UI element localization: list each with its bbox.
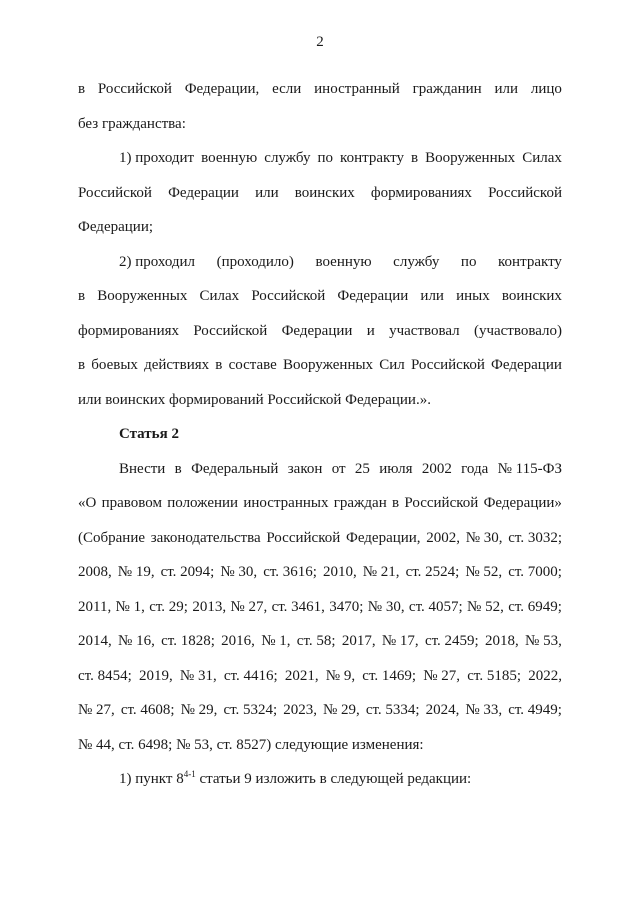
word: 2002 xyxy=(421,460,452,477)
word: боевых xyxy=(91,357,138,373)
word: ст. 2524; xyxy=(405,564,460,580)
word: № 9, xyxy=(325,667,356,684)
word: службу xyxy=(264,150,311,166)
text-line xyxy=(78,762,562,797)
word: № 53, xyxy=(525,633,562,649)
word: Российской xyxy=(410,357,485,373)
word: Вооруженных xyxy=(97,288,188,304)
text-line xyxy=(78,659,562,694)
text-fragment: 1) пункт 8 xyxy=(119,771,184,787)
word: ст. 3616; xyxy=(263,564,317,580)
text-line xyxy=(78,693,562,728)
word: воинских xyxy=(501,288,562,304)
text-line xyxy=(78,72,562,107)
word: ст. 58; xyxy=(296,633,336,649)
word: гражданин xyxy=(412,81,482,97)
text-line xyxy=(78,624,562,659)
word: военную xyxy=(315,253,372,270)
text-line: без гражданства: xyxy=(78,115,186,132)
paragraph-continuation xyxy=(78,72,562,141)
word: иных xyxy=(456,288,490,304)
word: № 115-ФЗ xyxy=(497,460,562,477)
word: 2014, xyxy=(78,633,112,649)
word: от xyxy=(331,460,346,477)
word: Российской xyxy=(404,495,479,511)
word: 2021, xyxy=(284,667,319,684)
word: лицо xyxy=(530,81,562,97)
word: ст. 5334; xyxy=(365,702,420,718)
text-line: или воинских формирований Российской Федерации.». xyxy=(78,391,431,408)
word: формированиях xyxy=(78,322,180,339)
text-line xyxy=(78,486,562,521)
word: 2023, xyxy=(283,702,317,718)
text-line xyxy=(78,521,562,556)
word: года xyxy=(461,460,489,477)
page-number: 2 xyxy=(316,34,324,50)
word: Федерации» xyxy=(483,495,562,511)
word: иностранных xyxy=(243,495,329,511)
word: 1) проходит xyxy=(119,150,195,166)
superscript: 4-1 xyxy=(183,769,196,779)
text-line xyxy=(78,314,562,349)
word: Федерации xyxy=(281,322,353,339)
word: (Собрание xyxy=(78,529,146,546)
word: № 21, xyxy=(362,564,400,580)
word: 2010, xyxy=(322,564,357,580)
word: ст. 29; xyxy=(149,598,188,615)
word: или xyxy=(494,81,519,97)
text-line: Федерации; xyxy=(78,219,154,235)
word: № 30, xyxy=(367,598,405,615)
word: участвовал xyxy=(389,322,460,339)
list-item-1 xyxy=(78,141,562,245)
word: № 30, xyxy=(220,564,258,580)
word: Сил xyxy=(379,357,405,373)
word: ст. 4057; xyxy=(408,598,463,615)
word: 2019, xyxy=(138,667,173,684)
word: № 27, xyxy=(78,702,115,718)
word: Федерации xyxy=(491,357,562,373)
word: по xyxy=(317,150,334,166)
word: Внести xyxy=(119,460,166,477)
word: или xyxy=(255,184,279,201)
word: № 33, xyxy=(465,702,503,718)
word: 2008, xyxy=(78,564,112,580)
word: ст. 3032; xyxy=(508,529,562,546)
word: № 1, xyxy=(115,598,145,615)
word: 2024, xyxy=(425,702,460,718)
word: 2013, xyxy=(192,598,227,615)
word: (проходило) xyxy=(216,253,294,270)
word: № 29, xyxy=(322,702,360,718)
word: воинских xyxy=(294,184,355,201)
word: ст. 1828; xyxy=(161,633,215,649)
text-line xyxy=(78,245,562,280)
word: граждан xyxy=(333,495,387,511)
word: и xyxy=(366,322,375,339)
word: ст. 4949; xyxy=(508,702,562,718)
word: № 52, xyxy=(467,598,504,615)
text-line xyxy=(78,590,562,625)
word: № 30, xyxy=(465,529,503,546)
word: действиях xyxy=(144,357,210,373)
word: 2) проходил xyxy=(119,253,196,270)
word: № 16, xyxy=(118,633,155,649)
word: составе xyxy=(228,357,277,373)
word: в xyxy=(78,288,86,304)
word: Российской xyxy=(78,184,152,201)
word: 25 xyxy=(354,460,370,477)
word: Российской xyxy=(251,288,326,304)
word: Федеральный xyxy=(191,460,279,477)
word: Федерации xyxy=(168,184,239,201)
word: в xyxy=(410,150,419,166)
word: правовом xyxy=(101,495,162,511)
text-fragment: статьи 9 изложить в следующей редакции: xyxy=(195,771,472,787)
word: № 1, xyxy=(261,633,291,649)
word: Российской xyxy=(488,184,562,201)
text-line xyxy=(78,279,562,314)
word: ст. 1469; xyxy=(362,667,417,684)
word: Силах xyxy=(199,288,240,304)
word: Федерации, xyxy=(184,81,260,97)
word: № 19, xyxy=(117,564,155,580)
word: формированиях xyxy=(370,184,472,201)
word: ст. 7000; xyxy=(508,564,562,580)
article-heading: Статья 2 xyxy=(119,426,179,442)
word: 2017, xyxy=(341,633,376,649)
text-line: № 44, ст. 6498; № 53, ст. 8527) следующие изменения: xyxy=(78,736,424,753)
word: «О xyxy=(78,495,97,511)
word: Вооруженных xyxy=(282,357,374,373)
word: (участвовало) xyxy=(473,322,562,339)
paragraph-article-2 xyxy=(78,452,562,763)
word: ст. 8454; xyxy=(78,667,132,684)
word: службу xyxy=(393,253,440,270)
word: Вооруженных xyxy=(425,150,516,166)
word: 2002, xyxy=(426,529,461,546)
word: в xyxy=(78,81,86,97)
text-line xyxy=(78,452,562,487)
word: 2011, xyxy=(78,598,112,615)
word: Федерации xyxy=(337,288,409,304)
word: 2022, xyxy=(528,667,562,684)
word: контракту xyxy=(498,253,562,270)
word: № 29, xyxy=(180,702,218,718)
word: 2018, xyxy=(485,633,519,649)
word: № 31, xyxy=(179,667,217,684)
word: в xyxy=(215,357,223,373)
word: ст. 5185; xyxy=(467,667,521,684)
word: положении xyxy=(167,495,239,511)
text-line xyxy=(78,348,562,383)
word: ст. 3461, xyxy=(271,598,325,615)
word: Российской xyxy=(266,529,341,546)
word: июля xyxy=(379,460,413,477)
word: законодательства xyxy=(150,529,261,546)
word: № 17, xyxy=(381,633,419,649)
word: в xyxy=(78,357,86,373)
word: Силах xyxy=(522,150,562,166)
word: 3470; xyxy=(329,598,364,615)
word: по xyxy=(460,253,477,270)
word: ст. 6949; xyxy=(508,598,562,615)
word: ст. 2459; xyxy=(424,633,479,649)
word: в xyxy=(392,495,400,511)
list-item-amendment-1 xyxy=(78,762,562,797)
word: Федерации, xyxy=(345,529,421,546)
word: ст. 4608; xyxy=(120,702,175,718)
word: Российской xyxy=(193,322,268,339)
text-line xyxy=(78,176,562,211)
text-line xyxy=(78,141,562,176)
word: Российской xyxy=(97,81,172,97)
word: контракту xyxy=(340,150,404,166)
text-line xyxy=(78,555,562,590)
word: ст. 4416; xyxy=(223,667,278,684)
list-item-2 xyxy=(78,245,562,418)
word: 2016, xyxy=(221,633,255,649)
word: № 27, xyxy=(423,667,461,684)
word: ст. 5324; xyxy=(223,702,278,718)
word: военную xyxy=(201,150,258,166)
word: в xyxy=(174,460,182,477)
word: иностранный xyxy=(314,81,400,97)
word: закон xyxy=(287,460,323,477)
word: или xyxy=(420,288,444,304)
word: № 27, xyxy=(230,598,268,615)
document-body xyxy=(78,72,562,797)
word: ст. 2094; xyxy=(160,564,215,580)
word: № 52, xyxy=(465,564,503,580)
word: если xyxy=(272,81,302,97)
